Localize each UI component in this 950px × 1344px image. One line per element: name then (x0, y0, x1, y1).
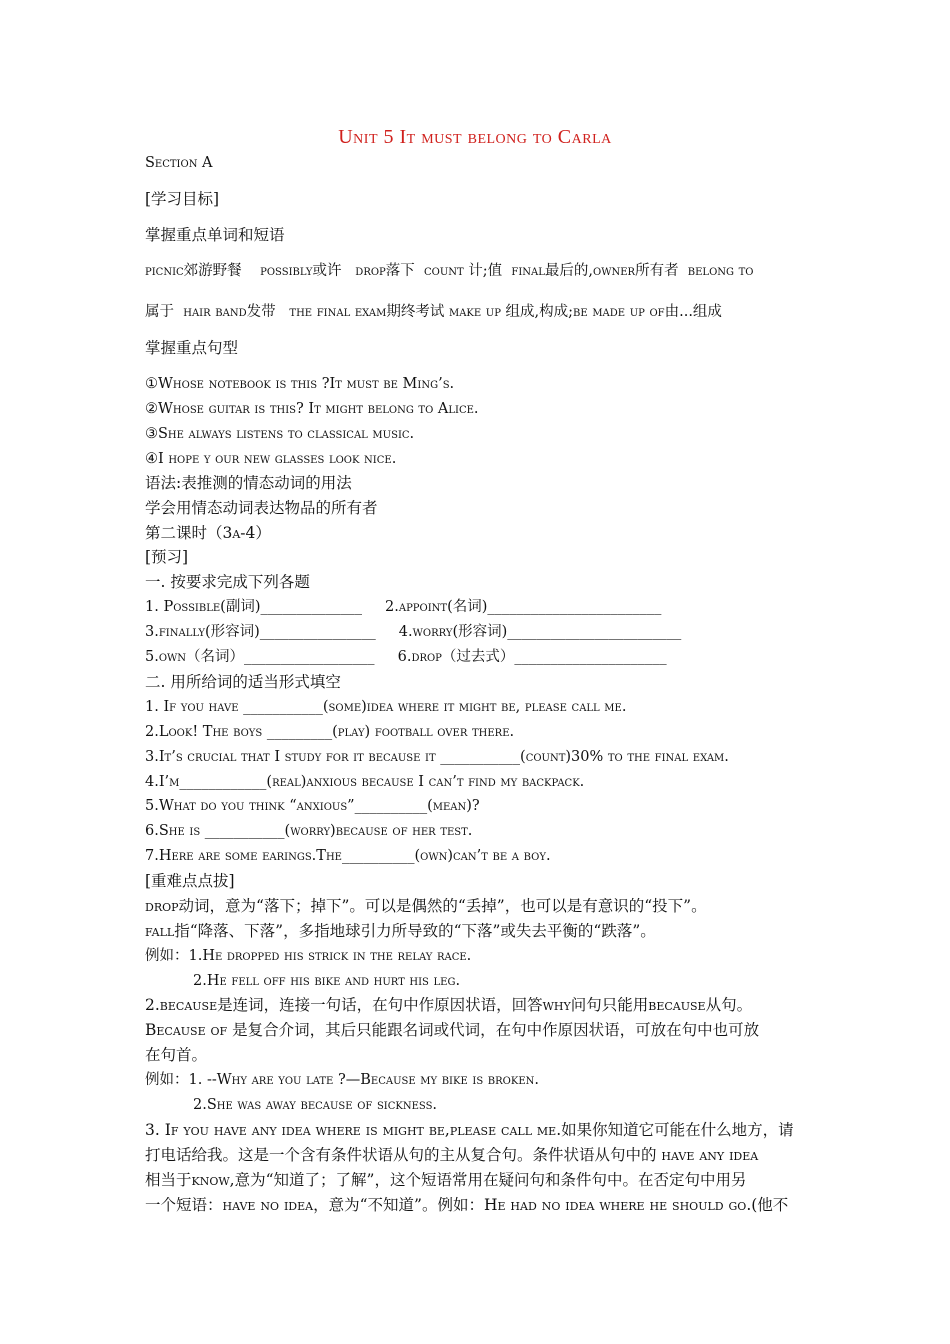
exercise-2-heading: 二. 用所给词的适当形式填空 (145, 673, 341, 691)
grammar-note: 语法:表推测的情态动词的用法 (145, 474, 352, 492)
sentence-2: ②Whose guitar is this? It might belong to Alice. (145, 401, 479, 417)
example-because-of: 2.She was away because of sickness. (193, 1097, 438, 1113)
vocabulary-line-2: 属于 hair band发带 the final exam期终考试 make up 组成,构成;be made up of由...组成 (145, 304, 722, 320)
exercise-2-item-3: 3.It’s crucial that I study for it because it ___________(count)30% to the final exam. (145, 749, 729, 765)
note-have-idea: 3. If you have any idea where is might be,please call me.如果你知道它可能在什么地方，请 (145, 1121, 794, 1139)
heading-sentences: 掌握重点句型 (145, 339, 239, 357)
heading-key-points: [重难点点拔] (145, 872, 235, 890)
exercise-2-item-1: 1. If you have ___________(some)idea where it might be, please call me. (145, 699, 627, 715)
exercise-1-heading: 一. 按要求完成下列各题 (145, 573, 310, 591)
exercise-2-item-7: 7.Here are some earings.The__________(own)can’t be a boy. (145, 848, 551, 864)
lesson-label: 第二课时（3a-4） (145, 524, 271, 542)
heading-vocabulary: 掌握重点单词和短语 (145, 226, 285, 244)
sentence-1: ①Whose notebook is this ?It must be Ming’s. (145, 376, 455, 392)
vocabulary-line-1: picnic郊游野餐 possibly或许 drop落下 count 计;值 final最后的,owner所有者 belong to (145, 263, 754, 279)
exercise-2-item-6: 6.She is ___________(worry)because of her test. (145, 823, 473, 839)
note-fall: fall指“降落、下落”，多指地球引力所导致的“下落”或失去平衡的“跌落”。 (145, 922, 656, 940)
heading-preview: [预习] (145, 548, 189, 566)
exercise-1-row-1: 1. Possible(副词)______________ 2.appoint(名词)________________________ (145, 599, 662, 615)
exercise-2-item-5: 5.What do you think “anxious”__________(mean)? (145, 798, 480, 814)
exercise-2-item-4: 4.I’m____________(real)anxious because I can’t find my backpack. (145, 774, 585, 790)
sentence-4: ④I hope y our new glasses look nice. (145, 451, 397, 467)
note-because: 2.because是连词，连接一句话，在句中作原因状语，回答why问句只能用because从句。 (145, 996, 753, 1014)
note-have-idea-cont-2: 相当于know,意为“知道了；了解”，这个短语常用在疑问句和条件句中。在否定句中用另 (145, 1171, 747, 1189)
example-drop: 例如：1.He dropped his strick in the relay race. (145, 948, 472, 964)
note-drop: drop动词，意为“落下；掉下”。可以是偶然的“丢掉”，也可以是有意识的“投下”。 (145, 897, 707, 915)
note-because-of: Because of 是复合介词，其后只能跟名词或代词，在句中作原因状语，可放在句中也可放 (145, 1021, 760, 1039)
note-because-of-cont: 在句首。 (145, 1046, 208, 1064)
sentence-3: ③She always listens to classical music. (145, 426, 415, 442)
example-because: 例如：1. --Why are you late ?—Because my bike is broken. (145, 1072, 540, 1088)
document-title: Unit 5 It must belong to Carla (338, 126, 612, 148)
exercise-1-row-3: 5.own（名词）__________________ 6.drop（过去式）_____________________ (145, 649, 667, 665)
exercise-1-row-2: 3.finally(形容词)________________ 4.worry(形容词)________________________ (145, 624, 682, 640)
goal-note: 学会用情态动词表达物品的所有者 (145, 499, 378, 517)
note-have-idea-cont-3: 一个短语：have no idea，意为“不知道”。例如：He had no idea where he should go.(他不 (145, 1196, 789, 1214)
example-fall: 2.He fell off his bike and hurt his leg. (193, 973, 461, 989)
section-label: Section A (145, 155, 213, 171)
exercise-2-item-2: 2.Look! The boys _________(play) football over there. (145, 724, 515, 740)
note-have-idea-cont-1: 打电话给我。这是一个含有条件状语从句的主从复合句。条件状语从句中的 have any idea (145, 1146, 759, 1164)
heading-objectives: [学习目标] (145, 190, 220, 208)
